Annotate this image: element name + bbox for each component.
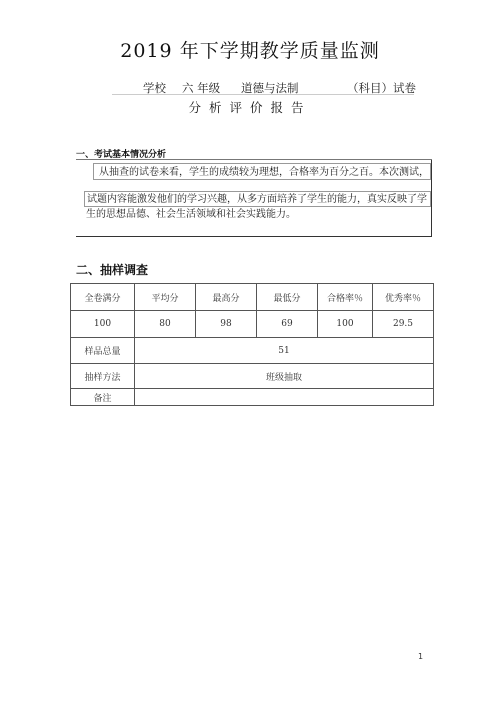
table-header-row <box>71 284 434 311</box>
table-value-row <box>71 311 434 338</box>
sample-total-value: 51 <box>135 338 434 364</box>
table-header-cell: 最低分 <box>257 284 318 311</box>
table-value-cell: 100 <box>318 311 373 338</box>
note-label: 备注 <box>71 389 135 406</box>
table-header-cell: 最高分 <box>196 284 257 311</box>
table-row-method <box>71 364 434 389</box>
paragraph-line-1: 从抽查的试卷来看，学生的成绩较为理想，合格率为百分之百。本次测试， <box>93 163 431 180</box>
paragraph-line-3: 生的思想品德、社会生活领域和社会实践能力。 <box>86 209 296 220</box>
page-title: 2019 年下学期教学质量监测 <box>120 40 380 62</box>
subject-suffix: （科目）试卷 <box>347 81 416 95</box>
table-value-cell: 80 <box>135 311 196 338</box>
school-label: 学校 <box>143 81 166 95</box>
paragraph-line-2: 试题内容能激发他们的学习兴趣，从多方面培养了学生的能力，真实反映了学 <box>84 191 431 207</box>
table-value-cell: 98 <box>196 311 257 338</box>
table-value-cell: 29.5 <box>373 311 434 338</box>
section1-heading: 一、考试基本情况分析 <box>76 150 167 160</box>
page-number: 1 <box>418 652 424 661</box>
table-header-cell: 合格率％ <box>318 284 373 311</box>
method-value: 班级抽取 <box>135 364 434 389</box>
table-header-cell: 优秀率％ <box>373 284 434 311</box>
method-label: 抽样方法 <box>71 364 135 389</box>
report-title: 分析评价报告 <box>188 100 312 115</box>
table-header-cell: 全卷满分 <box>71 284 135 311</box>
grade-label: 六 年级 <box>182 81 221 95</box>
sampling-table <box>70 283 434 406</box>
subtitle-underline <box>112 94 414 95</box>
table-header-cell: 平均分 <box>135 284 196 311</box>
table-row-note <box>71 389 434 406</box>
sample-total-label: 样品总量 <box>71 338 135 364</box>
note-value <box>135 389 434 406</box>
table-row-sample-total <box>71 338 434 364</box>
table-value-cell: 69 <box>257 311 318 338</box>
section2-heading: 二、抽样调查 <box>76 263 149 277</box>
subject-label: 道德与法制 <box>241 81 299 95</box>
table-value-cell: 100 <box>71 311 135 338</box>
